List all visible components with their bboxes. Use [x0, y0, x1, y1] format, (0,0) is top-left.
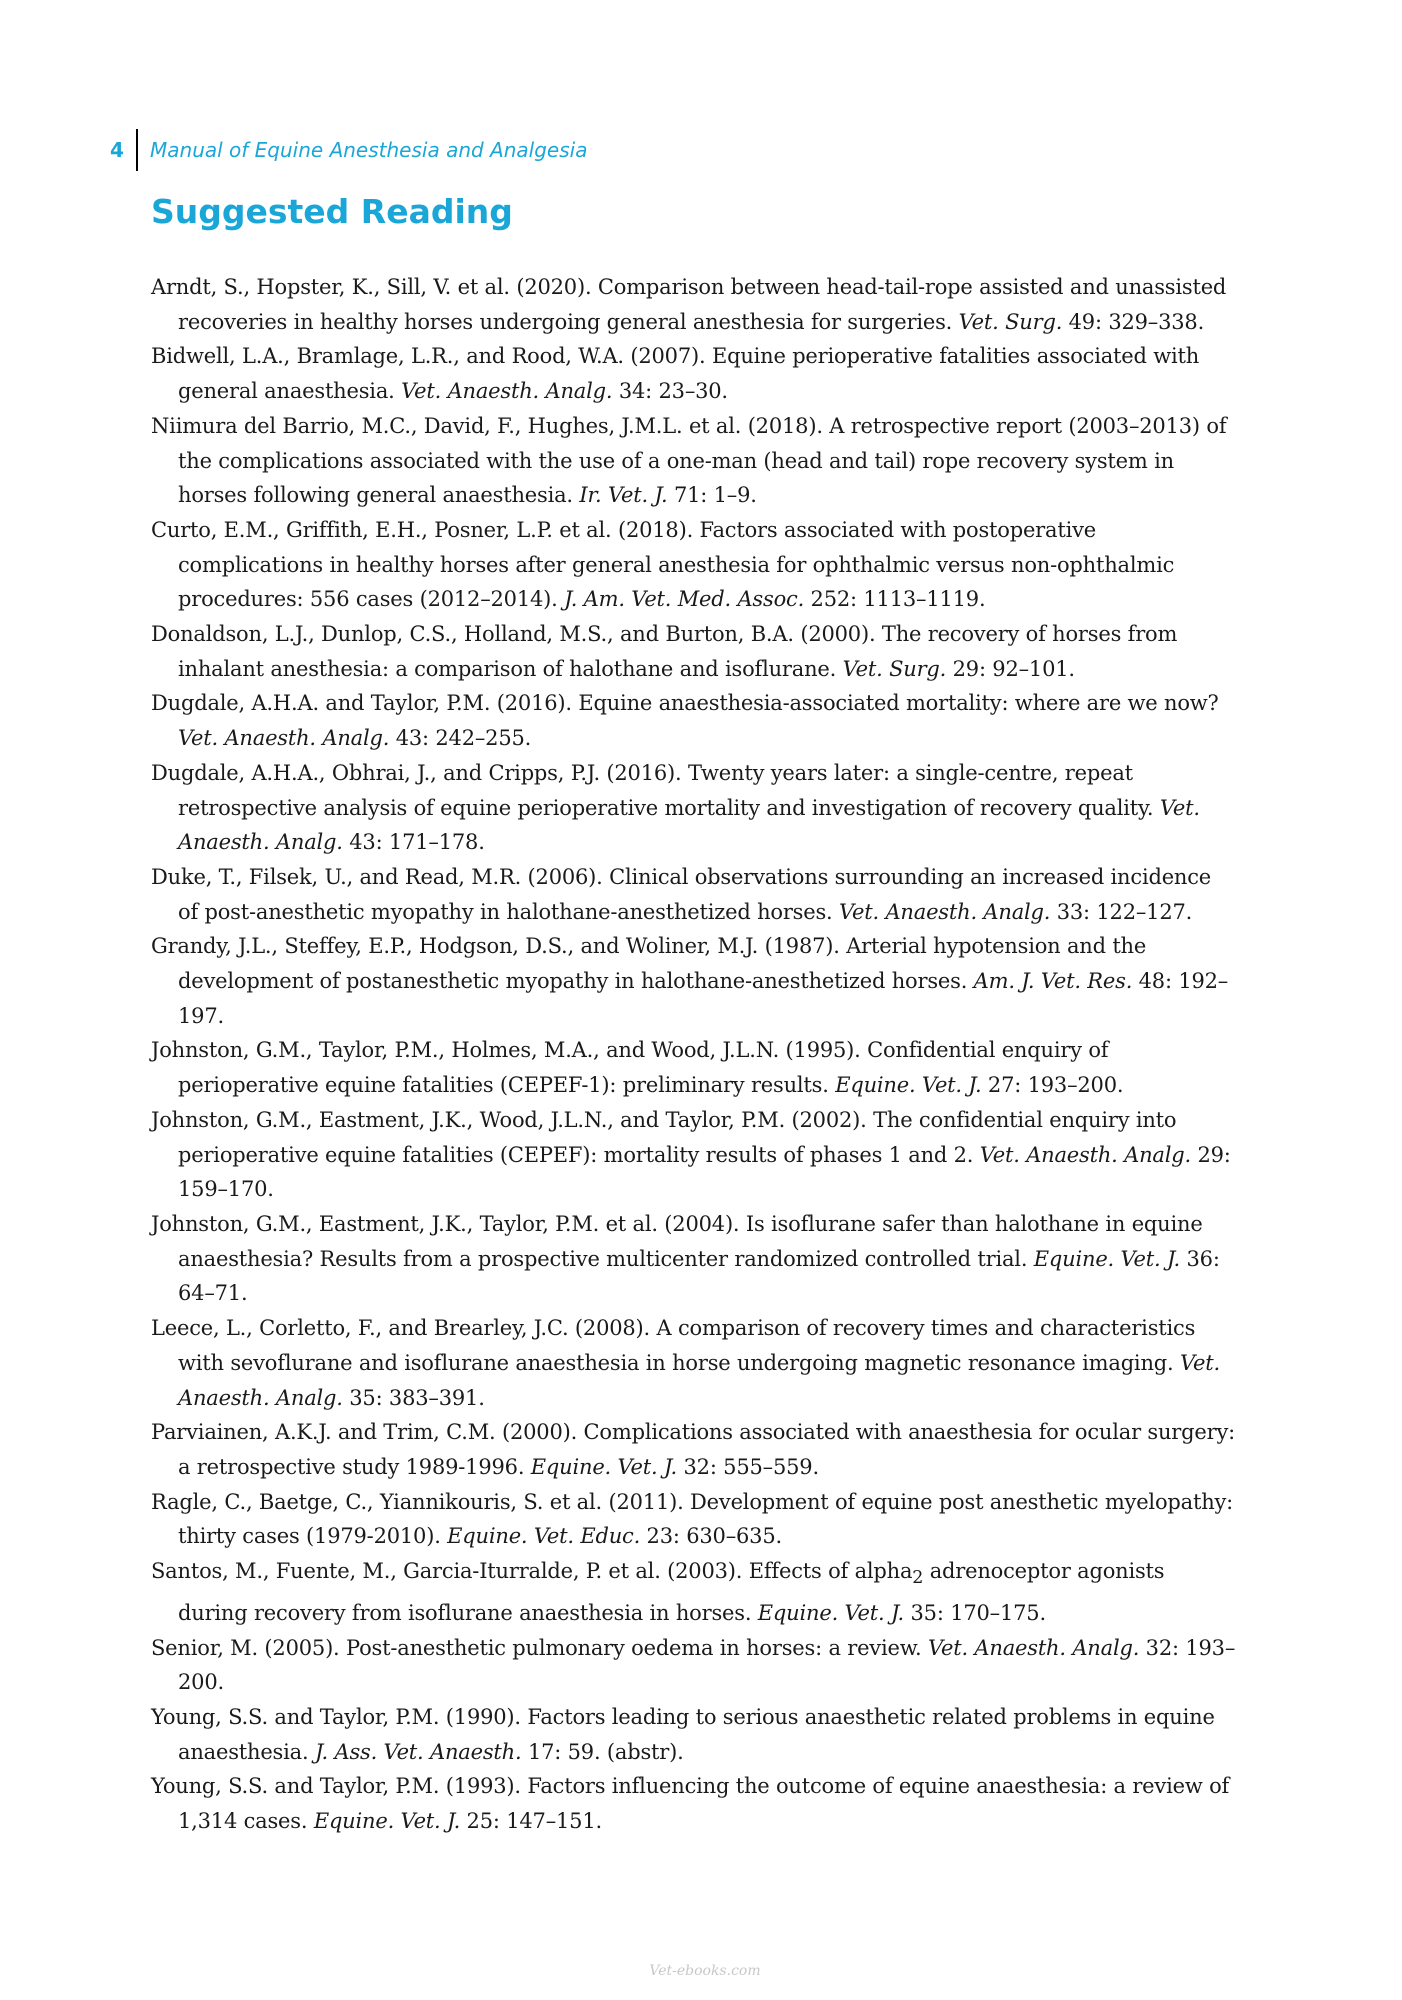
reference-item: Johnston, G.M., Eastment, J.K., Taylor, P.M. et al. (2004). Is isoflurane safer than halothane in equine anaesthesia? Results from a prospective multicenter randomized controlled trial. Equine. Vet. J. 36: 64–71. — [151, 1211, 1220, 1306]
reference-item: Arndt, S., Hopster, K., Sill, V. et al. (2020). Comparison between head-tail-rope assisted and unassisted recoveries in healthy horses undergoing general anesthesia for surgeries. Vet. Surg. 49: 329–338. — [151, 275, 1227, 334]
reference-item: Santos, M., Fuente, M., Garcia-Iturralde, P. et al. (2003). Effects of alpha$_2$ adrenoceptor agonists during recovery from isoflurane anaesthesia in horses. Equine. Vet. J. 35: 170–175. — [151, 1559, 1165, 1625]
reference-item: Leece, L., Corletto, F., and Brearley, J.C. (2008). A comparison of recovery times and characteristics with sevoflurane and isoflurane anaesthesia in horse undergoing magnetic resonance imaging. Vet. Anaesth. Analg. 35: 383–391. — [151, 1316, 1220, 1410]
header-divider — [136, 129, 138, 171]
reference-item: Curto, E.M., Griffith, E.H., Posner, L.P. et al. (2018). Factors associated with postoperative complications in healthy horses after general anesthesia for ophthalmic versus non-ophthalmic procedures: 556 cases (2012–2014). J. Am. Vet. Med. Assoc. 252: 1113–1119. — [151, 517, 1175, 612]
reference-item: Duke, T., Filsek, U., and Read, M.R. (2006). Clinical observations surrounding an increased incidence of post-anesthetic myopathy in halothane-anesthetized horses. Vet. Anaesth. Analg. 33: 122–127. — [151, 864, 1212, 924]
reference-item: Donaldson, L.J., Dunlop, C.S., Holland, M.S., and Burton, B.A. (2000). The recovery of horses from inhalant anesthesia: a comparison of halothane and isoflurane. Vet. Surg. 29: 92–101. — [151, 622, 1178, 681]
reference-item: Young, S.S. and Taylor, P.M. (1990). Factors leading to serious anaesthetic related problems in equine anaesthesia. J. Ass. Vet. Anaesth. 17: 59. (abstr). — [151, 1705, 1215, 1764]
reference-item: Bidwell, L.A., Bramlage, L.R., and Rood, W.A. (2007). Equine perioperative fatalities associated with general anaesthesia. Vet. Anaesth. Analg. 34: 23–30. — [151, 344, 1200, 404]
watermark-text: Vet-ebooks.com — [649, 1963, 761, 1979]
reference-item: Johnston, G.M., Taylor, P.M., Holmes, M.A., and Wood, J.L.N. (1995). Confidential enquiry of perioperative equine fatalities (CEPEF-1): preliminary results. Equine. Vet. J. 27: 193–200. — [151, 1038, 1124, 1098]
reference-item: Dugdale, A.H.A. and Taylor, P.M. (2016). Equine anaesthesia-associated mortality: where are we now? Vet. Anaesth. Analg. 43: 242–255. — [151, 691, 1219, 751]
reference-item: Parviainen, A.K.J. and Trim, C.M. (2000). Complications associated with anaesthesia for ocular surgery: a retrospective study 1989-1996. Equine. Vet. J. 32: 555–559. — [151, 1420, 1235, 1479]
reference-item: Dugdale, A.H.A., Obhrai, J., and Cripps, P.J. (2016). Twenty years later: a single-centre, repeat retrospective analysis of equine perioperative mortality and investigation of recovery quality. Vet. Anaesth. Analg. 43: 171–178. — [151, 760, 1200, 855]
reference-item: Young, S.S. and Taylor, P.M. (1993). Factors influencing the outcome of equine anaesthesia: a review of 1,314 cases. Equine. Vet. J. 25: 147–151. — [151, 1774, 1230, 1834]
running-head — [110, 132, 587, 168]
reference-item: Niimura del Barrio, M.C., David, F., Hughes, J.M.L. et al. (2018). A retrospective report (2003–2013) of the complications associated with the use of a one-man (head and tail) rope recovery system in horses following general anaesthesia. Ir. Vet. J. 71: 1–9. — [151, 413, 1227, 508]
reference-item: Senior, M. (2005). Post-anesthetic pulmonary oedema in horses: a review. Vet. Anaesth. Analg. 32: 193–200. — [151, 1635, 1236, 1695]
reference-item: Ragle, C., Baetge, C., Yiannikouris, S. et al. (2011). Development of equine post anesthetic myelopathy: thirty cases (1979-2010). Equine. Vet. Educ. 23: 630–635. — [151, 1489, 1234, 1549]
section-title: Suggested Reading — [151, 192, 513, 231]
watermark-logo — [630, 1955, 780, 1983]
reference-list — [151, 270, 1236, 1839]
book-title: Manual of Equine Anesthesia and Analgesia — [150, 138, 588, 162]
page-number: 4 — [110, 138, 124, 162]
reference-item: Grandy, J.L., Steffey, E.P., Hodgson, D.S., and Woliner, M.J. (1987). Arterial hypotension and the development of postanesthetic myopathy in halothane-anesthetized horses. Am. J. Vet. Res. 48: 192–197. — [151, 934, 1229, 1028]
reference-item: Johnston, G.M., Eastment, J.K., Wood, J.L.N., and Taylor, P.M. (2002). The confidential enquiry into perioperative equine fatalities (CEPEF): mortality results of phases 1 and 2. Vet. Anaesth. Analg. 29: 159–170. — [151, 1107, 1231, 1202]
